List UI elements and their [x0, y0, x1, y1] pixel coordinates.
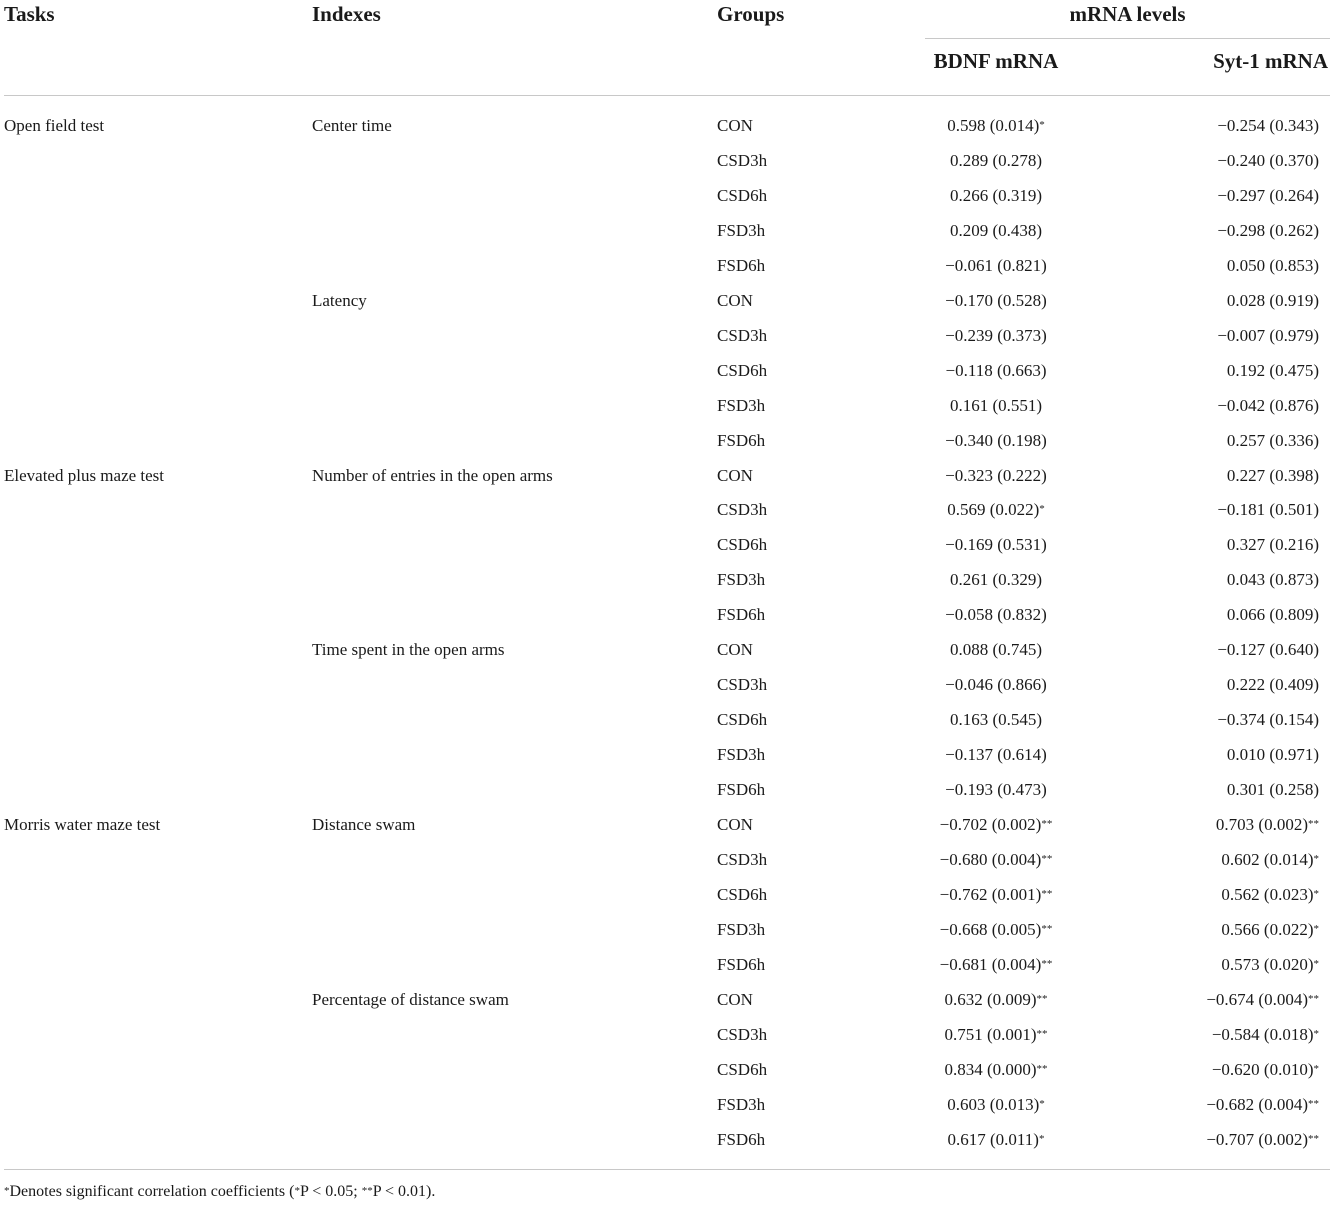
syt1-cell-value: 0.043 (0.873) [1226, 570, 1319, 589]
syt1-cell [1099, 850, 1319, 870]
group-cell-value: FSD6h [717, 431, 766, 450]
bdnf-cell [886, 570, 1106, 590]
syt1-cell-value: 0.562 (0.023) [1221, 885, 1314, 904]
group-cell-value: CSD3h [717, 850, 768, 869]
group-cell-value: CSD3h [717, 1025, 768, 1044]
task-cell [4, 815, 160, 835]
bdnf-cell-value: 0.569 (0.022) [947, 500, 1040, 519]
group-cell [717, 1130, 765, 1150]
significance-mark: * [1038, 1133, 1045, 1145]
bdnf-cell [886, 1130, 1106, 1150]
bdnf-cell [886, 535, 1106, 555]
bdnf-cell [886, 780, 1106, 800]
bdnf-cell-value: −0.239 (0.373) [945, 326, 1047, 345]
index-cell-value: Number of entries in the open arms [312, 466, 553, 485]
significance-mark: * [1039, 503, 1045, 515]
group-cell [717, 675, 767, 695]
syt1-cell [1099, 1025, 1319, 1045]
bdnf-cell-value: −0.680 (0.004) [939, 850, 1042, 869]
syt1-cell-value: −0.181 (0.501) [1217, 500, 1319, 519]
group-cell-value: CSD3h [717, 500, 768, 519]
syt1-cell-value: −0.674 (0.004) [1206, 990, 1308, 1009]
bdnf-cell [886, 885, 1106, 905]
group-cell-value: CSD6h [717, 535, 768, 554]
group-cell [717, 745, 765, 765]
syt1-cell [1099, 500, 1319, 520]
syt1-cell-value: −0.297 (0.264) [1217, 186, 1319, 205]
syt1-cell [1099, 1095, 1319, 1115]
group-cell [717, 955, 765, 975]
group-cell [717, 326, 767, 346]
group-cell-value: CON [717, 990, 753, 1009]
bdnf-cell [886, 116, 1106, 136]
syt1-cell-value: −0.007 (0.979) [1217, 326, 1319, 345]
header-mrna-levels: mRNA levels [1069, 2, 1186, 26]
index-cell-value: Percentage of distance swam [312, 990, 509, 1009]
significance-mark: ** [1041, 853, 1053, 865]
syt1-cell-value: −0.682 (0.004) [1206, 1095, 1308, 1114]
significance-mark: ** [1308, 993, 1319, 1005]
group-cell-value: CSD3h [717, 151, 768, 170]
group-cell-value: FSD3h [717, 1095, 766, 1114]
bdnf-cell [886, 955, 1106, 975]
syt1-cell [1099, 605, 1319, 625]
index-cell [312, 116, 392, 136]
bdnf-cell [886, 920, 1106, 940]
syt1-cell [1099, 710, 1319, 730]
group-cell [717, 920, 765, 940]
syt1-cell [1099, 221, 1319, 241]
significance-mark: ** [1041, 888, 1053, 900]
bdnf-cell-value: 0.598 (0.014) [947, 116, 1040, 135]
group-cell [717, 291, 753, 311]
group-cell-value: FSD3h [717, 396, 766, 415]
group-cell [717, 221, 765, 241]
group-cell-value: FSD6h [717, 780, 766, 799]
group-cell [717, 256, 765, 276]
group-cell-value: FSD6h [717, 955, 766, 974]
syt1-cell-value: 0.028 (0.919) [1226, 291, 1319, 310]
group-cell [717, 151, 767, 171]
syt1-cell [1099, 1130, 1319, 1150]
syt1-cell [1099, 431, 1319, 451]
bdnf-cell [886, 431, 1106, 451]
index-cell [312, 466, 553, 486]
group-cell-value: FSD6h [717, 1130, 766, 1149]
syt1-cell-value: −0.240 (0.370) [1217, 151, 1319, 170]
group-cell [717, 535, 767, 555]
bdnf-cell-value: 0.161 (0.551) [949, 396, 1043, 415]
bdnf-cell-value: 0.261 (0.329) [949, 570, 1043, 589]
syt1-cell-value: −0.042 (0.876) [1217, 396, 1319, 415]
significance-mark: * [1313, 888, 1319, 900]
index-cell-value: Center time [312, 116, 392, 135]
header-syt1-mrna: Syt-1 mRNA [1213, 49, 1328, 73]
bdnf-cell [886, 361, 1106, 381]
syt1-cell [1099, 466, 1319, 486]
bdnf-cell [886, 466, 1106, 486]
group-cell [717, 431, 765, 451]
bdnf-cell-value: −0.118 (0.663) [945, 361, 1047, 380]
syt1-cell-value: 0.227 (0.398) [1226, 466, 1319, 485]
bdnf-cell-value: −0.169 (0.531) [945, 535, 1047, 554]
syt1-cell [1099, 920, 1319, 940]
bdnf-cell-value: −0.681 (0.004) [939, 955, 1042, 974]
header-rule [4, 95, 1330, 96]
table-footnote [4, 1182, 435, 1202]
group-cell-value: CSD3h [717, 675, 768, 694]
group-cell [717, 710, 767, 730]
syt1-cell [1099, 151, 1319, 171]
group-cell-value: FSD6h [717, 256, 766, 275]
syt1-cell [1099, 990, 1319, 1010]
syt1-cell-value: −0.374 (0.154) [1217, 710, 1319, 729]
bdnf-cell [886, 1095, 1106, 1115]
task-cell-value: Open field test [4, 116, 105, 135]
header-bdnf-mrna: BDNF mRNA [933, 49, 1059, 73]
bdnf-cell [886, 745, 1106, 765]
syt1-cell-value: 0.066 (0.809) [1226, 605, 1319, 624]
group-cell [717, 361, 767, 381]
syt1-cell [1099, 570, 1319, 590]
bdnf-cell [886, 675, 1106, 695]
bdnf-cell-value: 0.617 (0.011) [947, 1130, 1039, 1149]
bdnf-cell [886, 326, 1106, 346]
bdnf-cell [886, 1025, 1106, 1045]
bdnf-cell-value: 0.163 (0.545) [949, 710, 1043, 729]
bdnf-cell-value: 0.632 (0.009) [944, 990, 1037, 1009]
index-cell-value: Time spent in the open arms [312, 640, 505, 659]
bdnf-cell [886, 1060, 1106, 1080]
bdnf-cell-value: 0.603 (0.013) [947, 1095, 1040, 1114]
significance-mark: * [1039, 1098, 1045, 1110]
bdnf-cell-value: −0.046 (0.866) [945, 675, 1047, 694]
footnote-p1-mark: * [294, 1185, 300, 1197]
syt1-cell [1099, 116, 1319, 136]
syt1-cell-value: −0.620 (0.010) [1211, 1060, 1314, 1079]
syt1-cell [1099, 780, 1319, 800]
syt1-cell-value: 0.010 (0.971) [1226, 745, 1319, 764]
group-cell [717, 396, 765, 416]
index-cell [312, 640, 505, 660]
significance-mark: * [1313, 1063, 1319, 1075]
group-cell [717, 815, 753, 835]
syt1-cell-value: −0.584 (0.018) [1211, 1025, 1314, 1044]
syt1-cell-value: 0.050 (0.853) [1226, 256, 1319, 275]
bdnf-cell [886, 221, 1106, 241]
significance-mark: ** [1041, 923, 1053, 935]
group-cell-value: CSD6h [717, 710, 768, 729]
footnote-p2-mark: ** [361, 1185, 373, 1197]
syt1-cell [1099, 815, 1319, 835]
bdnf-cell-value: −0.170 (0.528) [945, 291, 1047, 310]
syt1-cell [1099, 256, 1319, 276]
group-cell-value: CSD6h [717, 1060, 768, 1079]
bdnf-cell-value: 0.834 (0.000) [944, 1060, 1037, 1079]
bdnf-cell [886, 396, 1106, 416]
group-cell [717, 850, 767, 870]
group-cell-value: FSD6h [717, 605, 766, 624]
group-cell [717, 1095, 765, 1115]
group-cell-value: CON [717, 466, 753, 485]
syt1-cell [1099, 291, 1319, 311]
group-cell [717, 466, 753, 486]
syt1-cell-value: −0.707 (0.002) [1206, 1130, 1308, 1149]
syt1-cell [1099, 326, 1319, 346]
syt1-cell [1099, 361, 1319, 381]
syt1-cell [1099, 640, 1319, 660]
index-cell [312, 815, 415, 835]
bdnf-cell-value: 0.751 (0.001) [944, 1025, 1037, 1044]
header-tasks: Tasks [4, 2, 55, 26]
syt1-cell-value: −0.254 (0.343) [1217, 116, 1319, 135]
significance-mark: ** [1041, 818, 1053, 830]
group-cell [717, 885, 767, 905]
significance-mark: * [1313, 853, 1319, 865]
significance-mark: ** [1036, 1028, 1048, 1040]
bdnf-cell-value: −0.323 (0.222) [945, 466, 1047, 485]
footnote-p1-text: P < 0.05; [299, 1183, 362, 1200]
group-cell-value: CON [717, 116, 753, 135]
bdnf-cell [886, 815, 1106, 835]
syt1-cell-value: −0.298 (0.262) [1217, 221, 1319, 240]
syt1-cell-value: −0.127 (0.640) [1217, 640, 1319, 659]
significance-mark: ** [1036, 1063, 1048, 1075]
task-cell-value: Morris water maze test [4, 815, 161, 834]
group-cell [717, 780, 765, 800]
bdnf-cell [886, 151, 1106, 171]
syt1-cell-value: 0.192 (0.475) [1226, 361, 1319, 380]
syt1-cell [1099, 885, 1319, 905]
index-cell-value: Distance swam [312, 815, 416, 834]
syt1-cell-value: 0.222 (0.409) [1226, 675, 1319, 694]
group-cell-value: CSD3h [717, 326, 768, 345]
group-cell [717, 605, 765, 625]
significance-mark: * [1039, 119, 1045, 131]
bdnf-cell [886, 990, 1106, 1010]
group-cell-value: CON [717, 291, 753, 310]
syt1-cell-value: 0.573 (0.020) [1221, 955, 1314, 974]
bdnf-cell-value: −0.058 (0.832) [945, 605, 1047, 624]
syt1-cell [1099, 955, 1319, 975]
footnote-mark: * [4, 1185, 10, 1197]
syt1-cell-value: 0.301 (0.258) [1226, 780, 1319, 799]
syt1-cell-value: 0.327 (0.216) [1226, 535, 1319, 554]
group-cell-value: FSD3h [717, 570, 766, 589]
group-cell-value: FSD3h [717, 745, 766, 764]
index-cell-value: Latency [312, 291, 367, 310]
syt1-cell [1099, 396, 1319, 416]
significance-mark: ** [1036, 993, 1048, 1005]
index-cell [312, 990, 509, 1010]
header-groups: Groups [717, 2, 785, 26]
group-cell [717, 186, 767, 206]
bdnf-cell [886, 710, 1106, 730]
group-cell-value: CON [717, 815, 753, 834]
group-cell-value: FSD3h [717, 920, 766, 939]
group-cell [717, 116, 753, 136]
bdnf-cell-value: 0.088 (0.745) [949, 640, 1043, 659]
bdnf-cell [886, 186, 1106, 206]
bdnf-cell [886, 605, 1106, 625]
syt1-cell [1099, 745, 1319, 765]
index-cell [312, 291, 367, 311]
significance-mark: * [1313, 923, 1319, 935]
significance-mark: ** [1308, 1133, 1319, 1145]
syt1-cell-value: 0.703 (0.002) [1215, 815, 1308, 834]
task-cell-value: Elevated plus maze test [4, 466, 165, 485]
syt1-cell [1099, 535, 1319, 555]
bdnf-cell [886, 640, 1106, 660]
bdnf-cell-value: −0.762 (0.001) [939, 885, 1042, 904]
bdnf-cell-value: 0.266 (0.319) [949, 186, 1043, 205]
group-cell-value: CON [717, 640, 753, 659]
header-indexes: Indexes [312, 2, 381, 26]
significance-mark: * [1313, 1028, 1319, 1040]
group-cell-value: CSD6h [717, 885, 768, 904]
group-cell-value: CSD6h [717, 186, 768, 205]
bdnf-cell-value: −0.340 (0.198) [945, 431, 1047, 450]
syt1-cell [1099, 1060, 1319, 1080]
significance-mark: ** [1041, 958, 1053, 970]
bdnf-cell [886, 500, 1106, 520]
task-cell [4, 466, 164, 486]
significance-mark: ** [1308, 1098, 1319, 1110]
group-cell [717, 640, 753, 660]
syt1-cell [1099, 186, 1319, 206]
header-group-divider [925, 38, 1330, 39]
footnote-p2-text: P < 0.01). [372, 1183, 436, 1200]
bdnf-cell-value: −0.137 (0.614) [945, 745, 1047, 764]
bdnf-cell [886, 291, 1106, 311]
bdnf-cell-value: −0.193 (0.473) [945, 780, 1047, 799]
bdnf-cell-value: −0.061 (0.821) [945, 256, 1047, 275]
group-cell [717, 570, 765, 590]
bdnf-cell-value: −0.702 (0.002) [939, 815, 1042, 834]
significance-mark: * [1313, 958, 1319, 970]
bdnf-cell-value: −0.668 (0.005) [939, 920, 1042, 939]
group-cell [717, 1060, 767, 1080]
task-cell [4, 116, 104, 136]
significance-mark: ** [1308, 818, 1319, 830]
table-bottom-rule [4, 1169, 1330, 1170]
group-cell [717, 500, 767, 520]
syt1-cell-value: 0.566 (0.022) [1221, 920, 1314, 939]
group-cell-value: FSD3h [717, 221, 766, 240]
syt1-cell-value: 0.602 (0.014) [1221, 850, 1314, 869]
syt1-cell [1099, 675, 1319, 695]
bdnf-cell-value: 0.209 (0.438) [949, 221, 1043, 240]
bdnf-cell [886, 850, 1106, 870]
bdnf-cell [886, 256, 1106, 276]
syt1-cell-value: 0.257 (0.336) [1226, 431, 1319, 450]
group-cell-value: CSD6h [717, 361, 768, 380]
footnote-text-a: Denotes significant correlation coefficients ( [9, 1183, 295, 1200]
group-cell [717, 990, 753, 1010]
bdnf-cell-value: 0.289 (0.278) [949, 151, 1043, 170]
group-cell [717, 1025, 767, 1045]
